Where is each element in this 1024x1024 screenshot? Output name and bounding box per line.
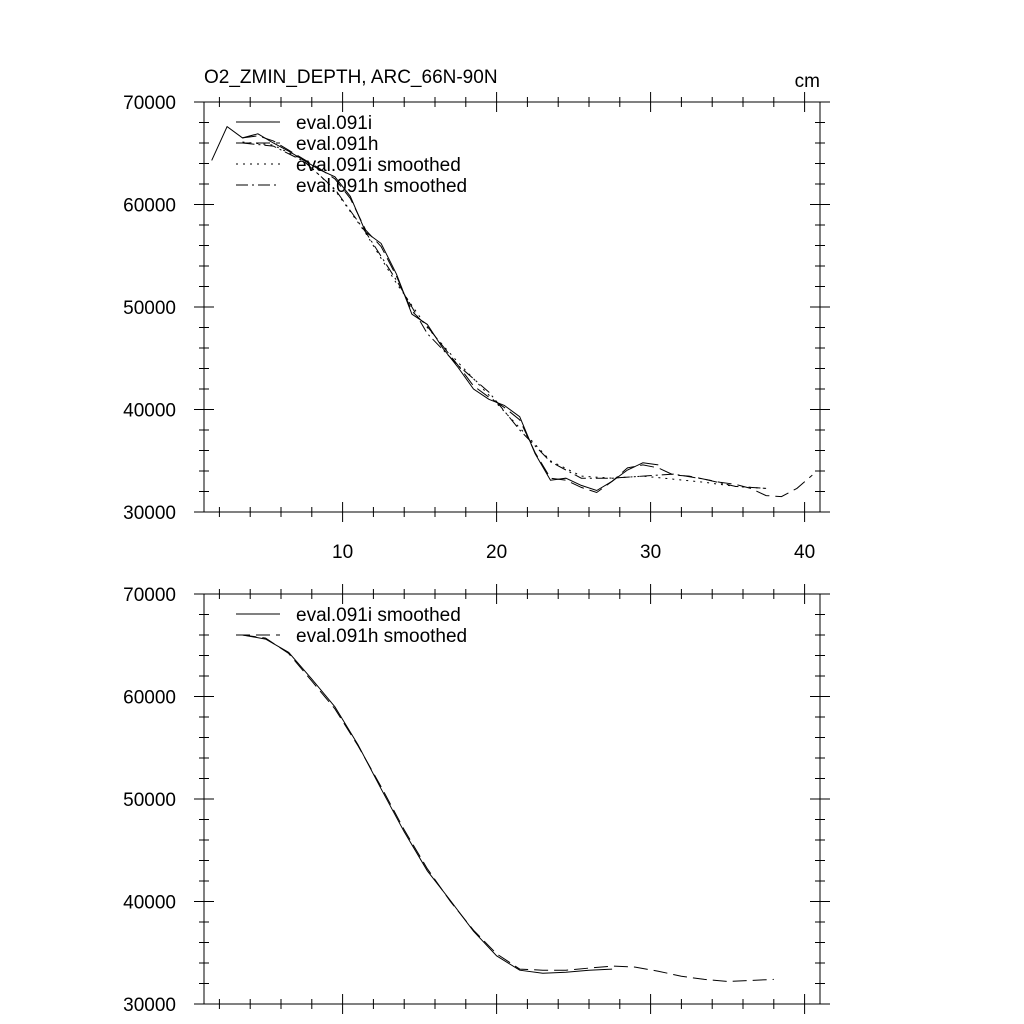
legend-label: eval.091h bbox=[296, 134, 379, 155]
y-tick-label: 70000 bbox=[123, 585, 176, 606]
y-tick-label: 70000 bbox=[123, 93, 176, 114]
legend-label: eval.091h smoothed bbox=[296, 626, 468, 647]
y-tick-label: 40000 bbox=[123, 892, 176, 914]
y-tick-label: 30000 bbox=[123, 503, 176, 524]
x-tick-label: 10 bbox=[332, 542, 354, 563]
y-tick-label: 60000 bbox=[123, 195, 176, 217]
series-line-1 bbox=[243, 635, 613, 973]
bottom-plot bbox=[123, 584, 830, 1016]
series-line-2 bbox=[243, 635, 774, 982]
y-tick-label: 60000 bbox=[123, 687, 176, 709]
y-tick-label: 50000 bbox=[123, 790, 176, 811]
top-plot bbox=[123, 67, 830, 563]
legend-label: eval.091i smoothed bbox=[296, 605, 461, 626]
legend-label: eval.091i smoothed bbox=[296, 155, 461, 176]
y-tick-label: 30000 bbox=[123, 995, 176, 1016]
plot-frame bbox=[204, 594, 820, 1004]
x-tick-label: 40 bbox=[794, 542, 816, 563]
y-tick-label: 50000 bbox=[123, 298, 176, 319]
plot-title: O2_ZMIN_DEPTH, ARC_66N-90N bbox=[204, 67, 498, 88]
x-tick-label: 30 bbox=[640, 542, 662, 563]
units-label: cm bbox=[794, 71, 820, 92]
y-tick-label: 40000 bbox=[123, 400, 176, 422]
legend-label: eval.091i bbox=[296, 113, 373, 134]
x-tick-label: 20 bbox=[486, 542, 508, 563]
legend-label: eval.091h smoothed bbox=[296, 176, 468, 197]
